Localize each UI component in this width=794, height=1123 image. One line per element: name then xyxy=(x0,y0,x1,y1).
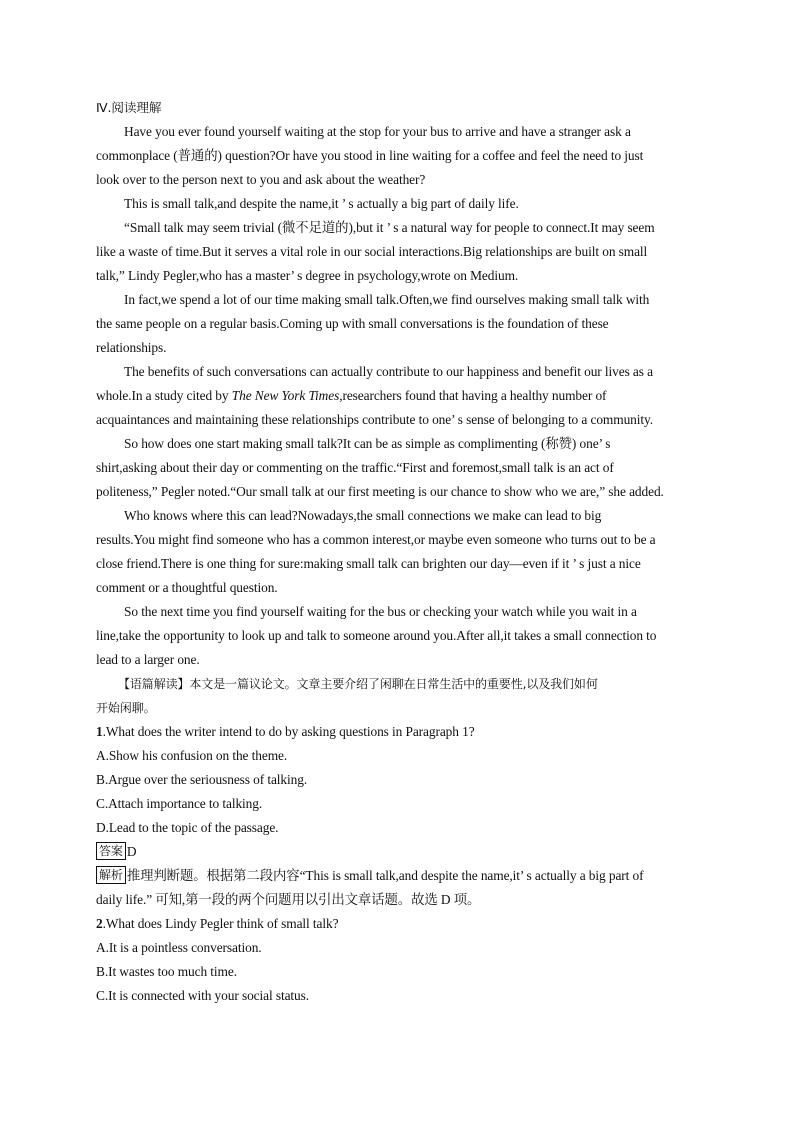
question-1 xyxy=(96,720,700,912)
option-a: A.Show his confusion on the theme. xyxy=(96,748,288,763)
passage-line: look over to the person next to you and ask about the weather? xyxy=(96,172,426,187)
citation-before: whole.In a study cited by xyxy=(96,388,232,403)
passage-line: The benefits of such conversations can actually contribute to our happiness and benefit our lives as a xyxy=(124,364,653,379)
answer-tag: 答案 xyxy=(96,842,126,860)
passage-line: close friend.There is one thing for sure:making small talk can brighten our day—even if it ’ s just a nice xyxy=(96,556,641,571)
passage-line: So how does one start making small talk?It can be as simple as complimenting (称赞) one’ s xyxy=(124,436,611,451)
answer-line xyxy=(96,840,700,864)
passage-line: Have you ever found yourself waiting at the stop for your bus to arrive and have a stranger ask a xyxy=(124,124,631,139)
explanation-line1 xyxy=(96,864,700,888)
question-number: 1 xyxy=(96,724,103,739)
question-stem xyxy=(96,912,700,936)
passage-line: commonplace (普通的) question?Or have you stood in line waiting for a coffee and feel the need to just xyxy=(96,148,644,163)
question-number: 2 xyxy=(96,916,103,931)
passage-line: comment or a thoughtful question. xyxy=(96,580,278,595)
passage-line: shirt,asking about their day or commenting on the traffic.“First and foremost,small talk is an act of xyxy=(96,460,614,475)
explanation-text: 推理判断题。根据第二段内容“This is small talk,and despite the name,it’ s actually a big part of xyxy=(126,868,644,883)
option-c: C.Attach importance to talking. xyxy=(96,796,263,811)
passage-line: the same people on a regular basis.Coming up with small conversations is the foundation of these xyxy=(96,316,609,331)
passage-line: politeness,” Pegler noted.“Our small talk at our first meeting is our chance to show who we are,” she added. xyxy=(96,484,664,499)
passage xyxy=(96,120,700,672)
passage-analysis-line1: 【语篇解读】本文是一篇议论文。文章主要介绍了闲聊在日常生活中的重要性,以及我们如何 xyxy=(118,677,598,691)
option-b: B.Argue over the seriousness of talking. xyxy=(96,772,308,787)
section-title: Ⅳ.阅读理解 xyxy=(96,100,162,115)
passage-line-citation xyxy=(96,384,700,408)
passage-line: “Small talk may seem trivial (微不足道的),but it ’ s a natural way for people to connect.It may seem xyxy=(124,220,655,235)
option-d: D.Lead to the topic of the passage. xyxy=(96,820,279,835)
passage-line: relationships. xyxy=(96,340,167,355)
document-page xyxy=(96,96,700,1008)
question-text: .What does the writer intend to do by asking questions in Paragraph 1? xyxy=(102,724,475,739)
explanation-line2: daily life.” 可知,第一段的两个问题用以引出文章话题。故选 D 项。 xyxy=(96,892,481,907)
newspaper-title: The New York Times xyxy=(231,388,340,403)
passage-line: line,take the opportunity to look up and talk to someone around you.After all,it takes a small connection to xyxy=(96,628,657,643)
passage-line: Who knows where this can lead?Nowadays,the small connections we make can lead to big xyxy=(124,508,602,523)
passage-line: like a waste of time.But it serves a vital role in our social interactions.Big relationships are built on small xyxy=(96,244,648,259)
passage-line: talk,” Lindy Pegler,who has a master’ s degree in psychology,wrote on Medium. xyxy=(96,268,519,283)
option-a: A.It is a pointless conversation. xyxy=(96,940,262,955)
explanation-tag: 解析 xyxy=(96,866,126,884)
question-2 xyxy=(96,912,700,1008)
passage-line: acquaintances and maintaining these relationships contribute to one’ s sense of belonging to a community. xyxy=(96,412,653,427)
passage-line: This is small talk,and despite the name,it ’ s actually a big part of daily life. xyxy=(124,196,519,211)
answer-value: D xyxy=(126,844,137,859)
passage-line: results.You might find someone who has a common interest,or maybe even someone who turns out to be a xyxy=(96,532,656,547)
passage-analysis-line2: 开始闲聊。 xyxy=(96,701,156,715)
citation-after: ,researchers found that having a healthy number of xyxy=(339,388,607,403)
question-text: .What does Lindy Pegler think of small talk? xyxy=(102,916,339,931)
option-b: B.It wastes too much time. xyxy=(96,964,237,979)
passage-line: So the next time you find yourself waiting for the bus or checking your watch while you wait in a xyxy=(124,604,637,619)
passage-line: In fact,we spend a lot of our time making small talk.Often,we find ourselves making small talk with xyxy=(124,292,650,307)
option-c: C.It is connected with your social status. xyxy=(96,988,309,1003)
passage-line: lead to a larger one. xyxy=(96,652,200,667)
question-stem xyxy=(96,720,700,744)
